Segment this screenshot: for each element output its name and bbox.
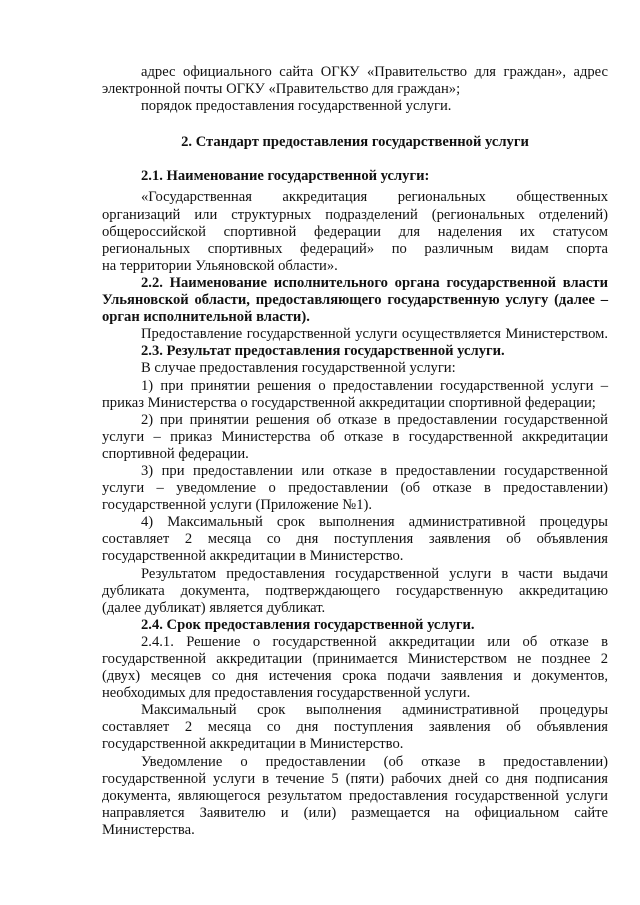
text-line: услуги – приказ Министерства об отказе в государственной аккредитации (102, 428, 608, 445)
text-line: Уведомление о предоставлении (об отказе в предоставлении) (141, 753, 608, 770)
text-line: адрес официального сайта ОГКУ «Правительство для граждан», адрес (141, 64, 608, 80)
text-line: документа, являющегося результатом предоставления государственной услуги (102, 787, 608, 804)
text-line: Предоставление государственной услуги осуществляется Министерством. (141, 326, 608, 343)
text-line: (далее дубликат) является дубликат. (102, 599, 326, 616)
text-line: (двух) месяцев со дня истечения срока подачи заявления и документов, (102, 668, 608, 685)
subsection-heading-2-4: 2.4. Срок предоставления государственной услуги. (141, 616, 475, 633)
text-line: организаций или структурных подразделений (региональных отделений) (102, 206, 608, 223)
text-line: Министерства. (102, 821, 195, 838)
text-line: направляется Заявителю и (или) размещается на официальном сайте (102, 804, 608, 821)
text-line: на территории Ульяновской области». (102, 257, 338, 274)
text-line: региональных спортивных федераций» по различным видам спорта (102, 240, 608, 257)
text-line: спортивной федерации. (102, 445, 249, 462)
document-page (102, 64, 608, 839)
text-line: составляет 2 месяца со дня поступления заявления об объявления (102, 531, 608, 548)
text-line: государственной услуги в течение 5 (пяти) рабочих дней со дня подписания (102, 770, 608, 787)
subsection-heading-2-2: орган исполнительной власти). (102, 309, 310, 326)
text-line: электронной почты ОГКУ «Правительство для граждан»; (102, 81, 461, 98)
text-line: 2.4.1. Решение о государственной аккредитации или об отказе в (141, 633, 608, 650)
text-line: общероссийской спортивной федерации для наделения их статусом (102, 223, 608, 240)
text-line: услуги – уведомление о предоставлении (об отказе в предоставлении) (102, 480, 608, 497)
text-line: государственной аккредитации в Министерство. (102, 736, 404, 753)
text-line: «Государственная аккредитация региональных общественных (141, 189, 608, 206)
text-line: составляет 2 месяца со дня поступления заявления об объявления (102, 719, 608, 736)
text-line: необходимых для предоставления государственной услуги. (102, 685, 471, 702)
text-line: государственной услуги (Приложение №1). (102, 497, 373, 514)
subsection-heading-2-2: Ульяновской области, предоставляющего государственную услугу (далее – (102, 292, 608, 309)
text-line: 4) Максимальный срок выполнения административной процедуры (141, 514, 608, 531)
text-line: порядок предоставления государственной услуги. (141, 98, 452, 115)
text-line: 3) при предоставлении или отказе в предоставлении государственной (141, 462, 608, 479)
subsection-heading-2-2: 2.2. Наименование исполнительного органа государственной власти (141, 274, 608, 291)
text-line: дубликата документа, подтверждающего государственную аккредитацию (102, 582, 608, 599)
text-line: Максимальный срок выполнения административной процедуры (141, 702, 608, 719)
text-line: государственной аккредитации (принимается Министерством не позднее 2 (102, 651, 608, 667)
text-line: приказ Министерства о государственной аккредитации спортивной федерации; (102, 394, 596, 411)
subsection-heading-2-1: 2.1. Наименование государственной услуги: (141, 168, 430, 185)
text-line: 2) при принятии решения об отказе в предоставлении государственной (141, 411, 608, 428)
text-line: 1) при принятии решения о предоставлении государственной услуги – (141, 377, 608, 394)
text-line: Результатом предоставления государственной услуги в части выдачи (141, 565, 608, 582)
text-line: В случае предоставления государственной услуги: (141, 360, 456, 377)
subsection-heading-2-3: 2.3. Результат предоставления государственной услуги. (141, 343, 505, 360)
text-line: государственной аккредитации в Министерство. (102, 548, 404, 565)
section-title: 2. Стандарт предоставления государственной услуги (181, 134, 529, 151)
